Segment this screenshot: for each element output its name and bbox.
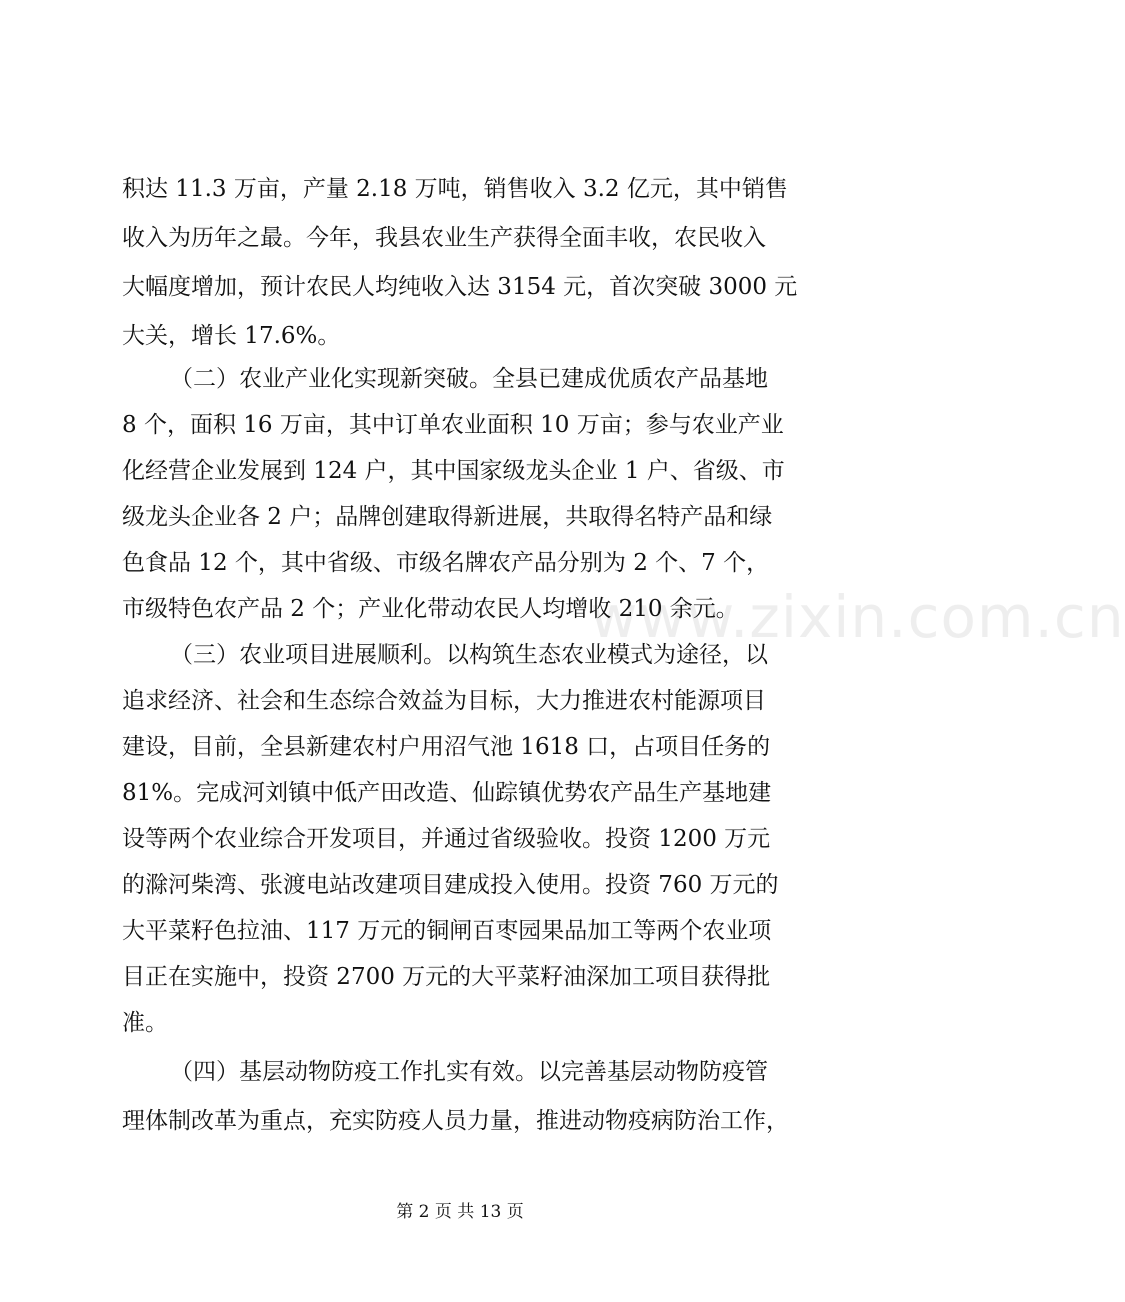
text-line: 追求经济、社会和生态综合效益为目标，大力推进农村能源项目 — [122, 688, 766, 714]
text-line: 8 个，面积 16 万亩，其中订单农业面积 10 万亩；参与农业产业 — [122, 412, 784, 438]
text-line: 建设，目前，全县新建农村户用沼气池 1618 口，占项目任务的 — [122, 734, 771, 760]
text-line: 大幅度增加，预计农民人均纯收入达 3154 元，首次突破 3000 元 — [122, 274, 798, 300]
text-line: 的滁河柴湾、张渡电站改建项目建成投入使用。投资 760 万元的 — [122, 872, 779, 898]
text-line: 级龙头企业各 2 户；品牌创建取得新进展，共取得名特产品和绿 — [122, 504, 773, 530]
text-line: 市级特色农产品 2 个；产业化带动农民人均增收 210 余元。 — [122, 596, 739, 622]
text-line: 化经营企业发展到 124 户，其中国家级龙头企业 1 户、省级、市 — [122, 458, 785, 484]
page-number: 第 2 页 共 13 页 — [396, 1202, 524, 1222]
watermark: www.zixin.com.cn — [590, 583, 1125, 651]
text-line: （二）农业产业化实现新突破。全县已建成优质农产品基地 — [170, 366, 768, 392]
text-line: 大关，增长 17.6%。 — [122, 323, 341, 349]
text-line: 收入为历年之最。今年，我县农业生产获得全面丰收，农民收入 — [122, 225, 766, 251]
text-line: 大平菜籽色拉油、117 万元的铜闸百枣园果品加工等两个农业项 — [122, 918, 772, 944]
text-line: 81%。完成河刘镇中低产田改造、仙踪镇优势农产品生产基地建 — [122, 780, 772, 806]
text-line: 积达 11.3 万亩，产量 2.18 万吨，销售收入 3.2 亿元，其中销售 — [122, 176, 788, 202]
text-line: （三）农业项目进展顺利。以构筑生态农业模式为途径，以 — [170, 642, 768, 668]
text-line: 目正在实施中，投资 2700 万元的大平菜籽油深加工项目获得批 — [122, 964, 771, 990]
text-line: 理体制改革为重点，充实防疫人员力量，推进动物疫病防治工作， — [122, 1108, 789, 1134]
text-line: （四）基层动物防疫工作扎实有效。以完善基层动物防疫管 — [170, 1059, 768, 1085]
text-line: 设等两个农业综合开发项目，并通过省级验收。投资 1200 万元 — [122, 826, 771, 852]
text-line: 色食品 12 个，其中省级、市级名牌农产品分别为 2 个、7 个， — [122, 550, 770, 576]
text-line: 准。 — [122, 1010, 168, 1036]
